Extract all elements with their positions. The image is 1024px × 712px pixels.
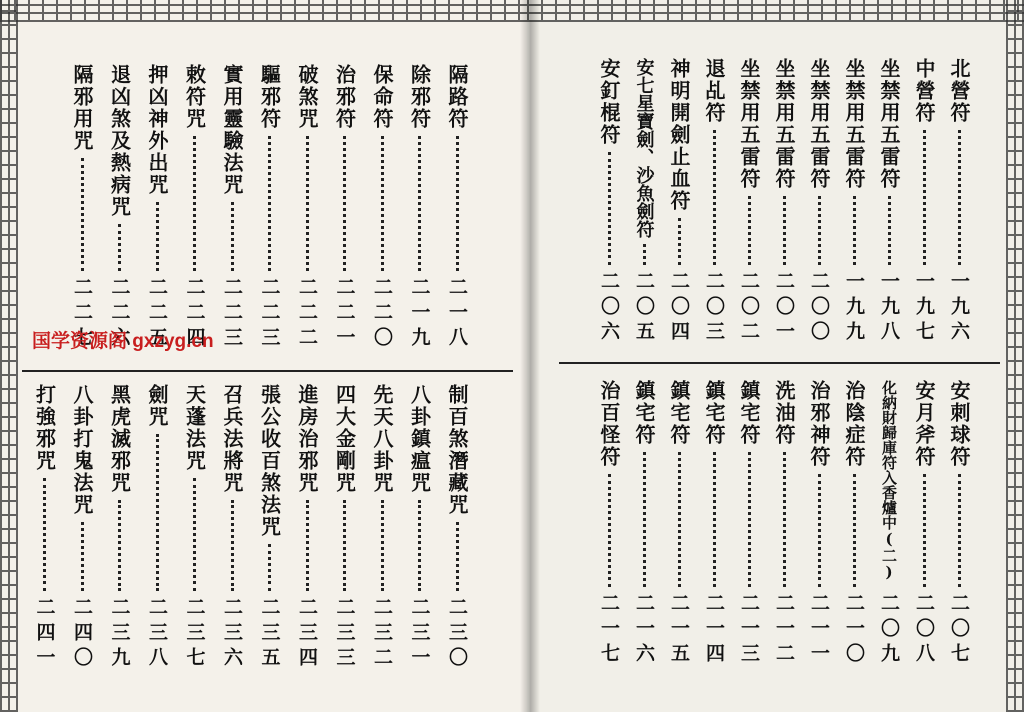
toc-entry (405, 384, 435, 672)
entry-page-number: 二三三 (333, 597, 356, 672)
section-divider (559, 362, 1000, 364)
entry-page-number: 一九八 (878, 271, 900, 346)
dot-leader (81, 158, 84, 271)
entry-title: 坐禁用五雷符 (807, 58, 831, 190)
dot-leader (118, 224, 121, 271)
entry-title: 進房治邪咒 (295, 384, 319, 494)
dot-leader (888, 196, 891, 265)
toc-entry (405, 64, 435, 352)
toc-entry (804, 58, 834, 346)
entry-page-number: 二〇一 (773, 271, 795, 346)
toc-entry (67, 384, 97, 672)
entry-title: 中營符 (912, 58, 936, 124)
entry-title: 隔路符 (445, 64, 469, 130)
entry-page-number: 二〇五 (633, 271, 655, 346)
entry-title: 打強邪咒 (32, 384, 57, 472)
dot-leader (818, 474, 821, 587)
entry-page-number: 二一二 (773, 593, 795, 668)
dot-leader (306, 136, 309, 271)
dot-leader (156, 434, 159, 591)
entry-page-number: 二一四 (703, 593, 725, 668)
dot-leader (343, 500, 346, 591)
entry-page-number: 二二四 (183, 277, 206, 352)
entry-page-number: 二〇九 (878, 593, 900, 668)
entry-title: 破煞咒 (295, 64, 319, 130)
decorative-border-top (0, 0, 527, 22)
entry-page-number: 二四〇 (71, 597, 93, 672)
entry-page-number: 二二三 (221, 277, 243, 352)
dot-leader (923, 130, 926, 265)
dot-leader (43, 478, 46, 591)
toc-entry (217, 384, 247, 672)
entry-title: 安月斧符 (912, 380, 936, 468)
entry-title: 召兵法將咒 (220, 384, 244, 494)
dot-leader (81, 522, 84, 591)
dot-leader (156, 202, 159, 271)
entry-page-number: 二〇六 (598, 271, 620, 346)
toc-entry (769, 380, 799, 668)
dot-leader (748, 452, 751, 587)
toc-entry (142, 384, 172, 672)
dot-leader (923, 474, 926, 587)
entry-title: 退乩符 (702, 58, 726, 124)
entry-page-number: 二二〇 (371, 277, 393, 352)
entry-title: 安七星寶劍、沙魚劍符 (633, 58, 655, 238)
entry-title: 劍咒 (145, 384, 169, 428)
toc-entry (839, 380, 869, 668)
entry-title: 八卦鎮瘟咒 (407, 384, 432, 494)
entry-page-number: 二一〇 (843, 593, 865, 668)
toc-entry (734, 58, 764, 346)
toc-entry (769, 58, 799, 346)
toc-entry (699, 380, 729, 668)
toc-entry (142, 64, 172, 352)
dot-leader (643, 244, 646, 265)
dot-leader (783, 196, 786, 265)
dot-leader (231, 500, 234, 591)
toc-entry (180, 64, 210, 352)
entry-page-number: 二二二 (296, 277, 318, 352)
entry-page-number: 二三七 (183, 597, 206, 672)
entry-page-number: 二〇八 (913, 593, 935, 668)
toc-entry (292, 64, 322, 352)
dot-leader (958, 130, 961, 265)
entry-title: 制百煞潛藏咒 (445, 384, 469, 516)
dot-leader (783, 452, 786, 587)
entry-page-number: 二一三 (738, 593, 760, 668)
toc-entry (442, 384, 472, 672)
dot-leader (193, 478, 196, 591)
entry-title: 坐禁用五雷符 (877, 58, 901, 190)
toc-entry (105, 64, 135, 352)
entry-page-number: 二三四 (296, 597, 318, 672)
toc-entry (367, 384, 397, 672)
entry-title: 治邪符 (332, 64, 357, 130)
entry-page-number: 二三五 (258, 597, 281, 672)
entry-title: 治邪神符 (807, 380, 831, 468)
entry-page-number: 二三六 (221, 597, 243, 672)
entry-page-number: 二二三 (258, 277, 281, 352)
toc-entry (629, 380, 659, 668)
dot-leader (748, 196, 751, 265)
dot-leader (608, 474, 611, 587)
entry-title: 敕符咒 (182, 64, 207, 130)
decorative-border-right (1006, 0, 1024, 712)
toc-entry (629, 58, 659, 346)
toc-entry (699, 58, 729, 346)
dot-leader (713, 130, 716, 265)
dot-leader (853, 196, 856, 265)
dot-leader (343, 136, 346, 271)
toc-entry (909, 380, 939, 668)
toc-entry (664, 58, 694, 346)
entry-title: 隔邪用咒 (70, 64, 94, 152)
dot-leader (713, 452, 716, 587)
entry-title: 黑虎滅邪咒 (107, 384, 132, 494)
toc-entry (944, 380, 974, 668)
toc-entry (180, 384, 210, 672)
entry-page-number: 二一五 (668, 593, 690, 668)
toc-entry (330, 64, 360, 352)
entry-page-number: 二〇〇 (808, 271, 830, 346)
toc-entry (30, 384, 60, 672)
entry-page-number: 二〇四 (668, 271, 690, 346)
dot-leader (608, 152, 611, 265)
dot-leader (268, 544, 271, 591)
entry-title: 安釘棍符 (597, 58, 621, 146)
entry-title: 鎮宅符 (702, 380, 726, 446)
entry-page-number: 二一七 (598, 593, 620, 668)
entry-page-number: 二〇三 (703, 271, 725, 346)
toc-entry (255, 64, 285, 352)
decorative-border-left (0, 0, 18, 712)
dot-leader (193, 136, 196, 271)
entry-title: 神明開劍止血符 (667, 58, 691, 212)
dot-leader (958, 474, 961, 587)
entry-page-number: 一九九 (843, 271, 865, 346)
dot-leader (818, 196, 821, 265)
entry-page-number: 二三八 (146, 597, 168, 672)
entry-page-number: 二二一 (333, 277, 356, 352)
entry-title: 保命符 (370, 64, 394, 130)
entry-page-number: 一九七 (913, 271, 935, 346)
toc-entry (217, 64, 247, 352)
entry-title: 實用靈驗法咒 (220, 64, 244, 196)
dot-leader (643, 452, 646, 587)
toc-entry (367, 64, 397, 352)
entry-title: 退凶煞及熱病咒 (107, 64, 132, 218)
entry-page-number: 二二五 (146, 277, 168, 352)
entry-title: 八卦打鬼法咒 (70, 384, 94, 516)
book-gutter (520, 0, 540, 712)
entry-title: 先天八卦咒 (370, 384, 394, 494)
entry-title: 坐禁用五雷符 (842, 58, 866, 190)
dot-leader (678, 452, 681, 587)
dot-leader (418, 500, 421, 591)
toc-entry (874, 380, 904, 668)
toc-entry (594, 380, 624, 668)
entry-title: 四大金剛咒 (332, 384, 357, 494)
entry-page-number: 二三〇 (446, 597, 468, 672)
entry-title: 張公收百煞法咒 (257, 384, 282, 538)
toc-entry (105, 384, 135, 672)
toc-entry (874, 58, 904, 346)
toc-entry (839, 58, 869, 346)
entry-page-number: 二一一 (808, 593, 830, 668)
toc-entry (664, 380, 694, 668)
toc-entry (909, 58, 939, 346)
toc-entry (292, 384, 322, 672)
toc-entry (255, 384, 285, 672)
entry-title: 鎮宅符 (667, 380, 691, 446)
entry-title: 天蓬法咒 (182, 384, 207, 472)
toc-entry (944, 58, 974, 346)
entry-page-number: 二二七 (71, 277, 93, 352)
toc-entry (330, 384, 360, 672)
entry-page-number: 二三一 (408, 597, 431, 672)
entry-page-number: 二〇二 (738, 271, 760, 346)
toc-entry (67, 64, 97, 352)
dot-leader (853, 474, 856, 587)
dot-leader (381, 136, 384, 271)
entry-page-number: 二二六 (108, 277, 131, 352)
toc-entry (442, 64, 472, 352)
entry-page-number: 二三二 (371, 597, 393, 672)
dot-leader (268, 136, 271, 271)
entry-title: 安刺球符 (947, 380, 971, 468)
dot-leader (118, 500, 121, 591)
decorative-border-top (527, 0, 1024, 22)
entry-title: 押凶神外出咒 (145, 64, 169, 196)
entry-page-number: 二一九 (408, 277, 431, 352)
entry-page-number: 二〇七 (948, 593, 970, 668)
entry-title: 治百怪符 (597, 380, 621, 468)
toc-entry (594, 58, 624, 346)
dot-leader (456, 522, 459, 591)
entry-page-number: 一九六 (948, 271, 970, 346)
entry-title: 坐禁用五雷符 (737, 58, 761, 190)
entry-title: 鎮宅符 (632, 380, 656, 446)
entry-title: 北營符 (947, 58, 971, 124)
section-divider (22, 370, 513, 372)
entry-title: 治陰症符 (842, 380, 866, 468)
dot-leader (418, 136, 421, 271)
watermark-text: 国学资源阁 gxzyg.cn (32, 331, 214, 352)
toc-entry (804, 380, 834, 668)
dot-leader (678, 218, 681, 265)
entry-title: 除邪符 (407, 64, 432, 130)
dot-leader (381, 500, 384, 591)
entry-title: 鎮宅符 (737, 380, 761, 446)
entry-title: 洗油符 (772, 380, 796, 446)
entry-title: 化納財歸庫符入香爐中(二) (880, 380, 898, 581)
dot-leader (306, 500, 309, 591)
entry-page-number: 二三九 (108, 597, 131, 672)
right-page (527, 0, 1024, 712)
toc-entry (734, 380, 764, 668)
dot-leader (456, 136, 459, 271)
entry-title: 坐禁用五雷符 (772, 58, 796, 190)
entry-page-number: 二一六 (633, 593, 655, 668)
dot-leader (231, 202, 234, 271)
entry-title: 驅邪符 (257, 64, 282, 130)
entry-page-number: 二四一 (33, 597, 56, 672)
entry-page-number: 二一八 (446, 277, 468, 352)
